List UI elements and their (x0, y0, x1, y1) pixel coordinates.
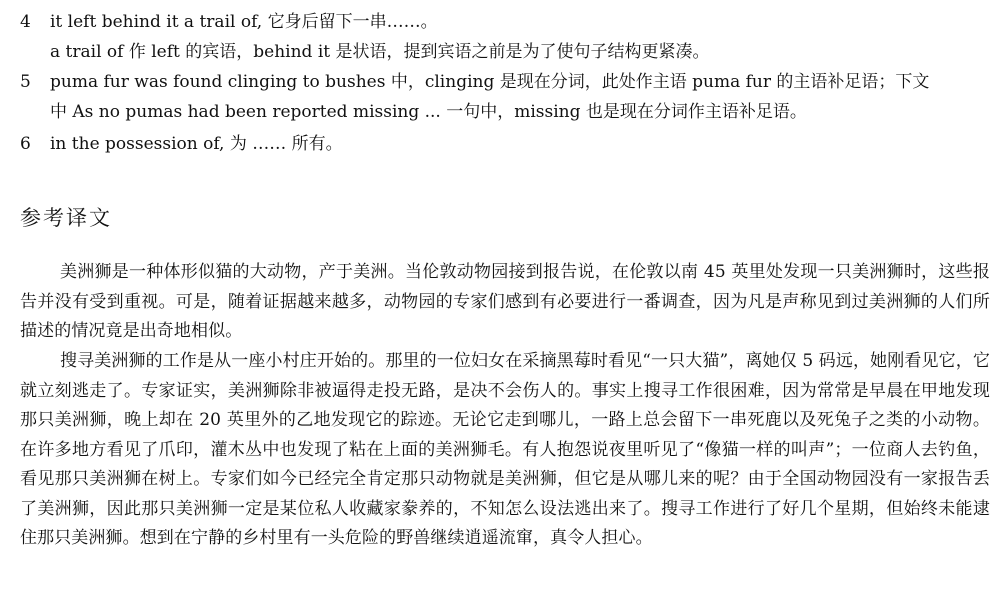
translation-paragraph-1: 美洲狮是一种体形似猫的大动物，产于美洲。当伦敦动物园接到报告说，在伦敦以南 45 英里处发现一只美洲狮时，这些报告并没有受到重视。可是，随着证据越来越多，动物园的专家们感到有必要进行一番调查，因为凡是声称见到过美洲狮的人们所描述的情况竟是出奇地相似。 (20, 262, 990, 341)
note-text: puma fur was found clinging to bushes 中，clinging 是现在分词，此处作主语 puma fur 的主语补足语；下文 (50, 72, 930, 92)
note-5 (20, 67, 929, 97)
note-number: 6 (20, 134, 31, 154)
section-heading: 参考译文 (20, 206, 112, 230)
note-6 (20, 129, 343, 159)
note-text: it left behind it a trail of, 它身后留下一串……。 (50, 12, 438, 32)
note-5-explanation: 中 As no pumas had been reported missing ... 一句中，missing 也是现在分词作主语补足语。 (50, 102, 807, 122)
note-4 (20, 7, 438, 37)
note-4-explanation: a trail of 作 left 的宾语，behind it 是状语，提到宾语之前是为了使句子结构更紧凑。 (50, 42, 710, 62)
note-text: in the possession of, 为 …… 所有。 (50, 134, 343, 154)
note-number: 4 (20, 12, 31, 32)
translation-paragraph-2: 搜寻美洲狮的工作是从一座小村庄开始的。那里的一位妇女在采摘黑莓时看见“一只大猫”，离她仅 5 码远，她刚看见它，它就立刻逃走了。专家证实，美洲狮除非被逼得走投无路，是决不会伤人的。事实上搜寻工作很困难，因为常常是早晨在甲地发现那只美洲狮，晚上却在 20 英里外的乙地发现它的踪迹。无论它走到哪儿，一路上总会留下一串死鹿以及死兔子之类的小动物。在许多地方看见了爪印，灌木丛中也发现了粘在上面的美洲狮毛。有人抱怨说夜里听见了“像猫一样的叫声”；一位商人去钓鱼，看见那只美洲狮在树上。专家们如今已经完全肯定那只动物就是美洲狮，但它是从哪儿来的呢？由于全国动物园没有一家报告丢了美洲狮，因此那只美洲狮一定是某位私人收藏家豢养的，不知怎么设法逃出来了。搜寻工作进行了好几个星期，但始终未能逮住那只美洲狮。想到在宁静的乡村里有一头危险的野兽继续逍遥流窜，真令人担心。 (20, 351, 990, 548)
note-number: 5 (20, 72, 31, 92)
